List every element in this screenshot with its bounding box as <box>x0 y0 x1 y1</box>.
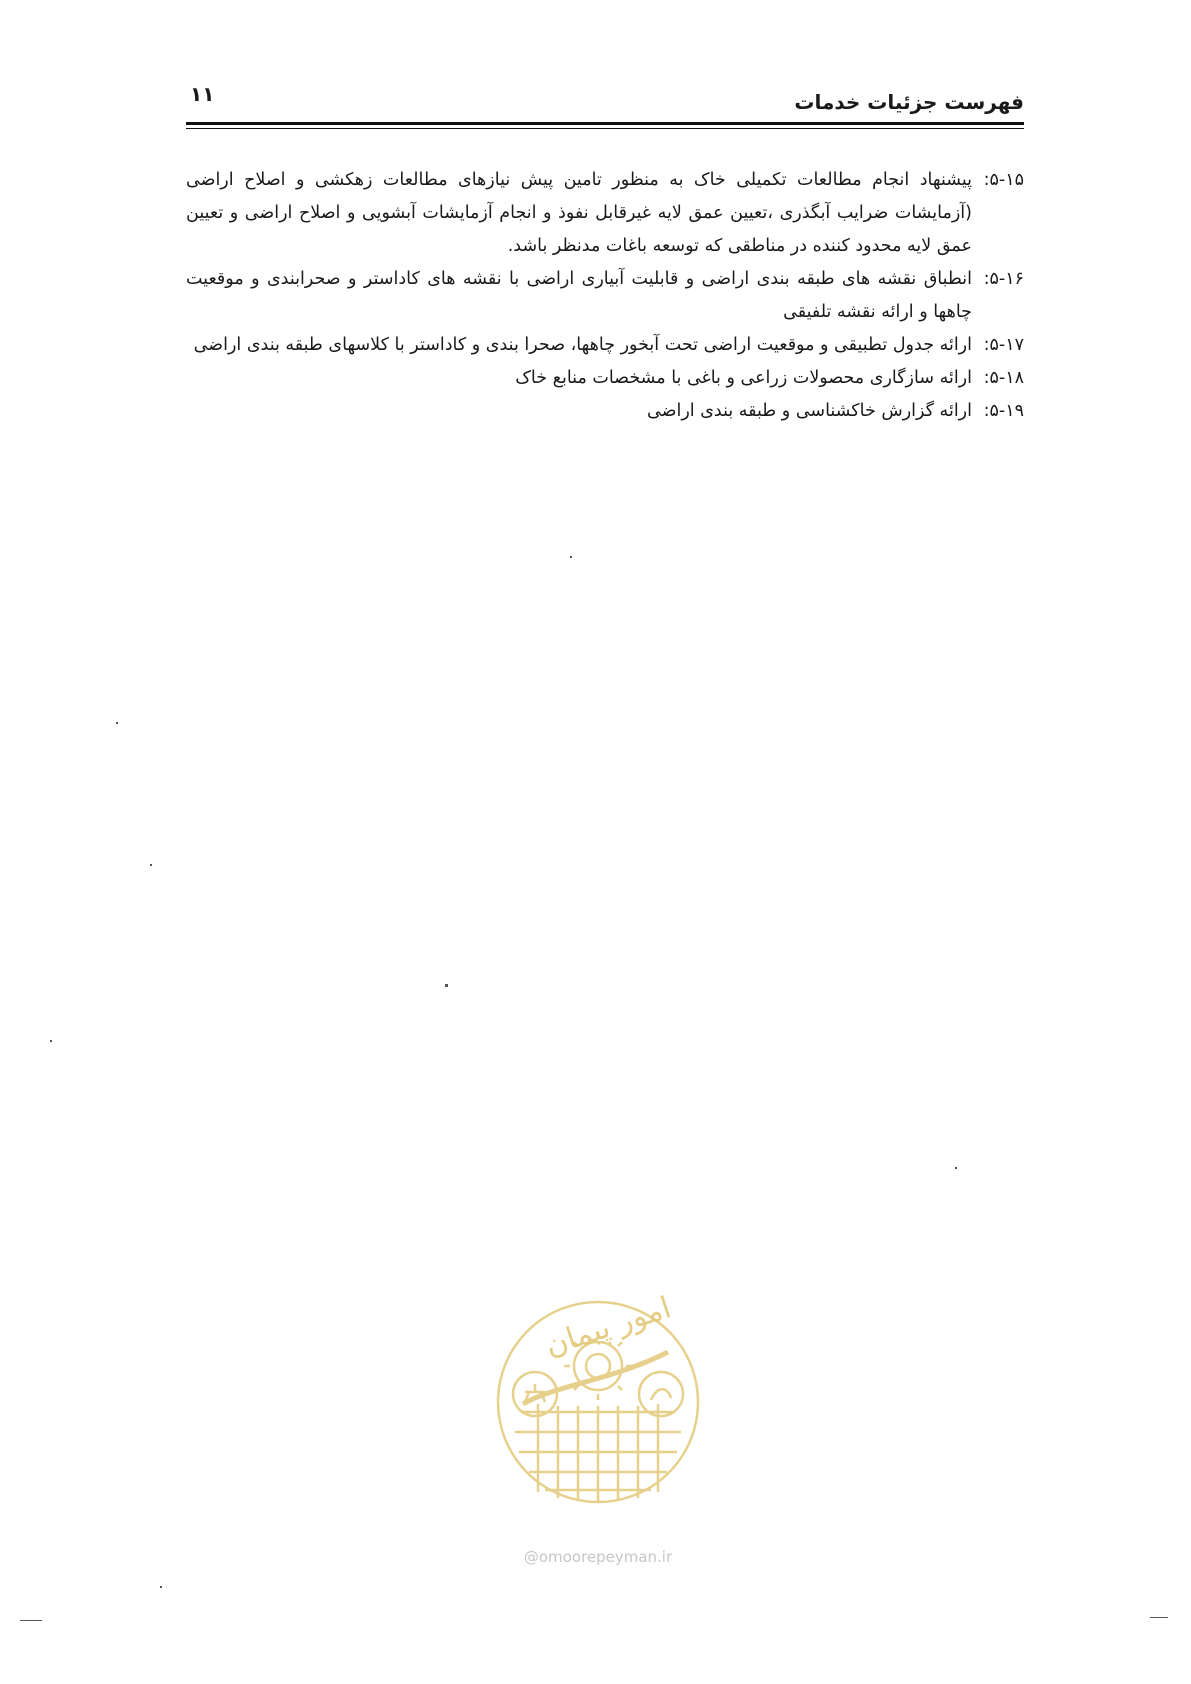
item-number: ۵-۱۵: <box>983 170 1024 190</box>
list-item <box>186 164 1024 263</box>
scan-speck <box>445 984 448 987</box>
scan-edge-mark-left <box>20 1620 42 1621</box>
scan-edge-mark-right <box>1150 1617 1168 1618</box>
list-item <box>186 329 1024 362</box>
scan-speck <box>116 722 118 724</box>
scan-speck <box>150 864 152 866</box>
item-text: پیشنهاد انجام مطالعات تکمیلی خاک به منظور تامین پیش نیازهای مطالعات زهکشی و اصلاح اراضی (آزمایشات ضرایب آبگذری ،تعیین عمق لایه غیرقابل نفوذ و انجام آزمایشات آبشویی و اصلاح اراضی و تعیین عمق لایه محدود کننده در مناطقی که توسعه باغات مدنظر باشد. <box>186 170 972 256</box>
service-details-list <box>186 164 1024 428</box>
scan-speck <box>570 556 572 558</box>
header-rule-thick <box>186 122 1024 125</box>
list-item <box>186 362 1024 395</box>
watermark-url: @omoorepeyman.ir <box>523 1548 673 1566</box>
page-number: ۱۱ <box>190 82 215 106</box>
list-item <box>186 263 1024 329</box>
item-number: ۵-۱۹: <box>983 401 1024 421</box>
scan-speck <box>160 1586 162 1588</box>
item-text: ارائه گزارش خاکشناسی و طبقه بندی اراضی <box>647 401 972 421</box>
list-item <box>186 395 1024 428</box>
scan-speck <box>955 1167 957 1169</box>
item-text: انطباق نقشه های طبقه بندی اراضی و قابلیت آبیاری اراضی با نقشه های کاداستر و صحرابندی و موقعیت چاهها و ارائه نقشه تلفیقی <box>186 269 972 322</box>
watermark-logo <box>493 1294 703 1584</box>
item-text: ارائه جدول تطبیقی و موقعیت اراضی تحت آبخور چاهها، صحرا بندی و کاداستر با کلاسهای طبقه بندی اراضی <box>193 335 972 355</box>
section-title: فهرست جزئیات خدمات <box>794 90 1024 114</box>
watermark-emblem-icon <box>493 1294 703 1544</box>
scan-speck <box>50 1040 52 1042</box>
item-number: ۵-۱۷: <box>983 335 1024 355</box>
header-rule-thin <box>186 128 1024 129</box>
item-number: ۵-۱۶: <box>983 269 1024 289</box>
page-header <box>186 82 1024 122</box>
item-number: ۵-۱۸: <box>983 368 1024 388</box>
item-text: ارائه سازگاری محصولات زراعی و باغی با مشخصات منابع خاک <box>515 368 972 388</box>
watermark-logo-text: امور پیمان <box>540 1294 676 1364</box>
